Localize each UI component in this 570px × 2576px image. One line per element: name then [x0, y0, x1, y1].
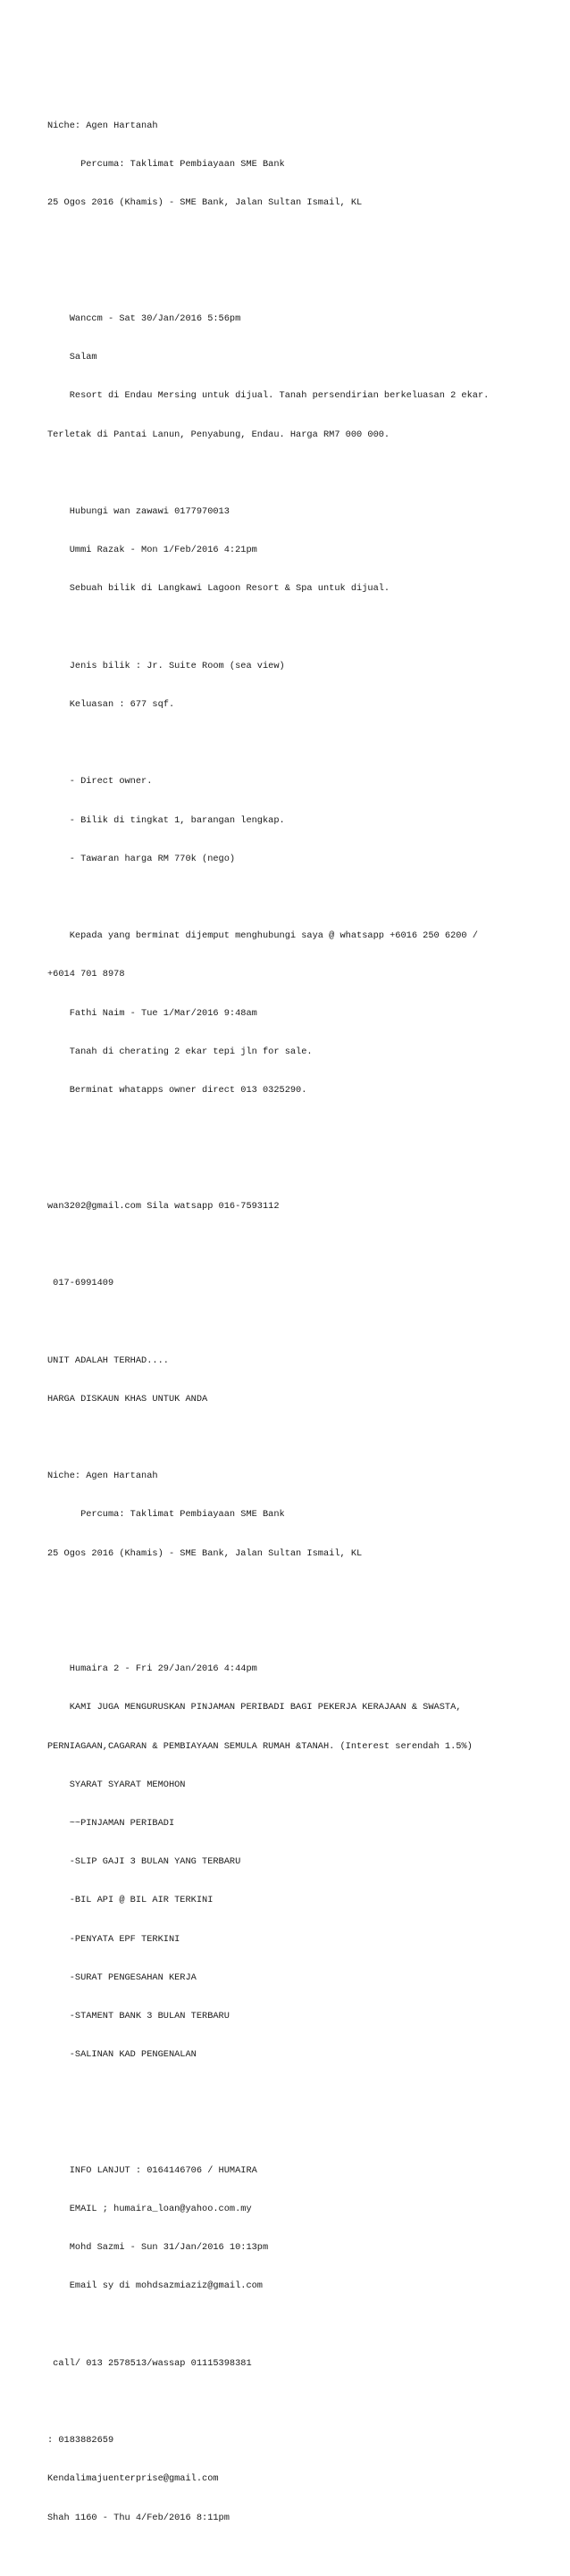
text-line	[47, 2087, 548, 2099]
text-line	[47, 467, 548, 479]
text-line: HARGA DISKAUN KHAS UNTUK ANDA	[47, 1393, 208, 1405]
text-line: Kendalimajuenterprise@gmail.com	[47, 2473, 219, 2485]
text-line: Humaira 2 - Fri 29/Jan/2016 4:44pm	[47, 1663, 257, 1675]
text-line: -SALINAN KAD PENGENALAN	[47, 2049, 197, 2061]
text-line: Kepada yang berminat dijemput menghubungi saya @ whatsapp +6016 250 6200 /	[47, 930, 478, 942]
text-line: ~~PINJAMAN PERIBADI	[47, 1817, 175, 1829]
text-line: Hubungi wan zawawi 0177970013	[47, 506, 230, 518]
text-line: Salam	[47, 352, 97, 363]
text-line: Jenis bilik : Jr. Suite Room (sea view)	[47, 660, 285, 671]
document-text	[47, 55, 548, 2576]
text-line	[47, 1238, 548, 1251]
text-line: EMAIL ; humaira_loan@yahoo.com.my	[47, 2203, 252, 2214]
text-line: Tanah di cherating 2 ekar tepi jln for sale.	[47, 1046, 313, 1057]
text-line: KAMI JUGA MENGURUSKAN PINJAMAN PERIBADI BAGI PEKERJA KERAJAAN & SWASTA,	[47, 1702, 462, 1713]
text-line: Berminat whatapps owner direct 013 0325290.	[47, 1085, 307, 1096]
text-line: -SURAT PENGESAHAN KERJA	[47, 1972, 197, 1983]
text-line	[47, 1315, 548, 1328]
text-line: Percuma: Taklimat Pembiayaan SME Bank	[47, 1509, 285, 1521]
text-line	[47, 737, 548, 749]
text-line	[47, 621, 548, 634]
text-line	[47, 81, 548, 94]
text-line: wan3202@gmail.com Sila watsapp 016-7593112	[47, 1200, 280, 1212]
text-line: INFO LANJUT : 0164146706 / HUMAIRA	[47, 2164, 257, 2176]
text-line: Resort di Endau Mersing untuk dijual. Tanah persendirian berkeluasan 2 ekar.	[47, 390, 490, 402]
text-line	[47, 1624, 548, 1637]
text-line	[47, 1431, 548, 1444]
text-line: Percuma: Taklimat Pembiayaan SME Bank	[47, 159, 285, 171]
text-line: - Direct owner.	[47, 776, 153, 788]
text-line	[47, 2126, 548, 2138]
text-line: call/ 013 2578513/wassap 01115398381	[47, 2357, 252, 2369]
text-line: PERNIAGAAN,CAGARAN & PEMBIAYAAN SEMULA RUMAH &TANAH. (Interest serendah 1.5%)	[47, 1740, 473, 1752]
text-line	[47, 236, 548, 248]
text-line: - Bilik di tingkat 1, barangan lengkap.	[47, 814, 285, 826]
text-line: Shah 1160 - Thu 4/Feb/2016 8:11pm	[47, 2512, 230, 2523]
text-line: Niche: Agen Hartanah	[47, 121, 158, 132]
text-line	[47, 1586, 548, 1598]
text-line: +6014 701 8978	[47, 969, 125, 980]
text-line	[47, 274, 548, 287]
text-line: : 0183882659	[47, 2435, 114, 2447]
text-line: -BIL API @ BIL AIR TERKINI	[47, 1895, 214, 1906]
text-line: SYARAT SYARAT MEMOHON	[47, 1779, 186, 1790]
text-line: Terletak di Pantai Lanun, Penyabung, Endau. Harga RM7 000 000.	[47, 429, 390, 440]
text-line	[47, 1162, 548, 1174]
text-line: -STAMENT BANK 3 BULAN TERBARU	[47, 2010, 230, 2022]
text-line: 25 Ogos 2016 (Khamis) - SME Bank, Jalan Sultan Ismail, KL	[47, 1547, 363, 1559]
text-line: -SLIP GAJI 3 BULAN YANG TERBARU	[47, 1856, 241, 1868]
text-line	[47, 1122, 548, 1135]
text-line	[47, 2550, 548, 2563]
text-line	[47, 2319, 548, 2331]
text-line	[47, 2396, 548, 2408]
text-line: Mohd Sazmi - Sun 31/Jan/2016 10:13pm	[47, 2242, 269, 2254]
text-line: Fathi Naim - Tue 1/Mar/2016 9:48am	[47, 1007, 257, 1019]
text-line: Wanccm - Sat 30/Jan/2016 5:56pm	[47, 313, 241, 325]
text-line: 25 Ogos 2016 (Khamis) - SME Bank, Jalan Sultan Ismail, KL	[47, 197, 363, 209]
text-line: Sebuah bilik di Langkawi Lagoon Resort & Spa untuk dijual.	[47, 583, 390, 595]
text-line	[47, 891, 548, 904]
text-line: 017-6991409	[47, 1278, 114, 1289]
text-line: Keluasan : 677 sqf.	[47, 699, 175, 711]
text-line: - Tawaran harga RM 770k (nego)	[47, 853, 236, 864]
text-line: Ummi Razak - Mon 1/Feb/2016 4:21pm	[47, 545, 257, 556]
text-line: UNIT ADALAH TERHAD....	[47, 1355, 169, 1366]
text-line: -PENYATA EPF TERKINI	[47, 1933, 180, 1945]
text-line: Email sy di mohdsazmiaziz@gmail.com	[47, 2280, 263, 2292]
text-line: Niche: Agen Hartanah	[47, 1471, 158, 1482]
